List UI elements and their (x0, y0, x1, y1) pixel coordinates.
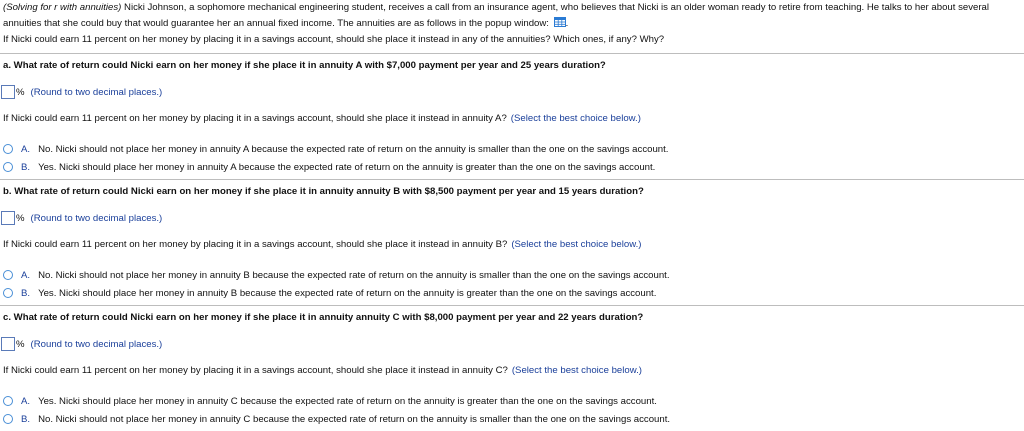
problem-statement (3, 0, 1021, 48)
percent-sign: % (16, 338, 25, 350)
round-hint: (Round to two decimal places.) (30, 212, 163, 224)
part-b-choice-a[interactable] (3, 268, 670, 282)
part-c-answer-row (1, 336, 162, 352)
choice-letter: B. (21, 161, 31, 173)
radio-button-icon[interactable] (3, 414, 13, 424)
part-b-followup (3, 238, 641, 251)
radio-button-icon[interactable] (3, 162, 13, 172)
select-hint: (Select the best choice below.) (510, 113, 641, 124)
percent-sign: % (16, 212, 25, 224)
part-b-answer-row (1, 210, 162, 226)
radio-button-icon[interactable] (3, 288, 13, 298)
problem-question: If Nicki could earn 11 percent on her money by placing it in a savings account, should she place it instead in any of the annuities? Which ones, if any? Why? (3, 34, 665, 45)
part-b-question: b. What rate of return could Nicki earn on her money if she place it in annuity annuity B with $8,500 payment per year and 15 years duration? (3, 186, 644, 197)
part-c-choice-b[interactable] (3, 412, 670, 426)
part-c-question: c. What rate of return could Nicki earn on her money if she place it in annuity annuity C with $8,000 payment per year and 22 years duration? (3, 312, 644, 323)
part-c-answer-input[interactable] (1, 337, 15, 351)
followup-text: If Nicki could earn 11 percent on her money by placing it in a savings account, should she place it instead in annuity C? (3, 365, 508, 376)
choice-text: Yes. Nicki should place her money in annuity A because the expected rate of return on the annuity is greater than the one on the savings account. (38, 161, 656, 173)
select-hint: (Select the best choice below.) (511, 365, 642, 376)
choice-text: Yes. Nicki should place her money in annuity B because the expected rate of return on the annuity is greater than the one on the savings account. (38, 287, 657, 299)
choice-letter: A. (21, 143, 31, 155)
percent-sign: % (16, 86, 25, 98)
choice-text: No. Nicki should not place her money in annuity C because the expected rate of return on the annuity is smaller than the one on the savings account. (38, 413, 671, 425)
part-a-question: a. What rate of return could Nicki earn on her money if she place it in annuity A with $7,000 payment per year and 25 years duration? (3, 60, 606, 71)
radio-button-icon[interactable] (3, 396, 13, 406)
table-grid-icon[interactable] (554, 17, 566, 27)
divider (0, 179, 1024, 180)
part-c-followup (3, 364, 642, 377)
problem-text: Nicki Johnson, a sophomore mechanical engineering student, receives a call from an insurance agent, who believes that Nicki is an older woman ready to retire from teaching. He talks to her about several annuities that she could buy that would guarantee her an annual fixed income. The annuities are as follows in the popup window: (3, 2, 989, 29)
select-hint: (Select the best choice below.) (511, 239, 642, 250)
round-hint: (Round to two decimal places.) (30, 338, 163, 350)
problem-topic: (Solving for r with annuities) (3, 2, 122, 13)
choice-letter: B. (21, 413, 31, 425)
choice-text: No. Nicki should not place her money in annuity A because the expected rate of return on the annuity is smaller than the one on the savings account. (38, 143, 669, 155)
choice-letter: A. (21, 269, 31, 281)
part-b-choice-b[interactable] (3, 286, 656, 300)
followup-text: If Nicki could earn 11 percent on her money by placing it in a savings account, should she place it instead in annuity A? (3, 113, 507, 124)
round-hint: (Round to two decimal places.) (30, 86, 163, 98)
part-a-answer-row (1, 84, 162, 100)
part-a-followup (3, 112, 641, 125)
followup-text: If Nicki could earn 11 percent on her money by placing it in a savings account, should she place it instead in annuity B? (3, 239, 508, 250)
radio-button-icon[interactable] (3, 144, 13, 154)
choice-text: No. Nicki should not place her money in annuity B because the expected rate of return on the annuity is smaller than the one on the savings account. (38, 269, 670, 281)
choice-letter: A. (21, 395, 31, 407)
part-b-answer-input[interactable] (1, 211, 15, 225)
part-a-choice-a[interactable] (3, 142, 668, 156)
problem-text-end: . (565, 18, 569, 29)
radio-button-icon[interactable] (3, 270, 13, 280)
part-c-choice-a[interactable] (3, 394, 657, 408)
part-a-answer-input[interactable] (1, 85, 15, 99)
part-a-choice-b[interactable] (3, 160, 655, 174)
choice-text: Yes. Nicki should place her money in annuity C because the expected rate of return on the annuity is greater than the one on the savings account. (38, 395, 657, 407)
divider (0, 305, 1024, 306)
divider (0, 53, 1024, 54)
choice-letter: B. (21, 287, 31, 299)
